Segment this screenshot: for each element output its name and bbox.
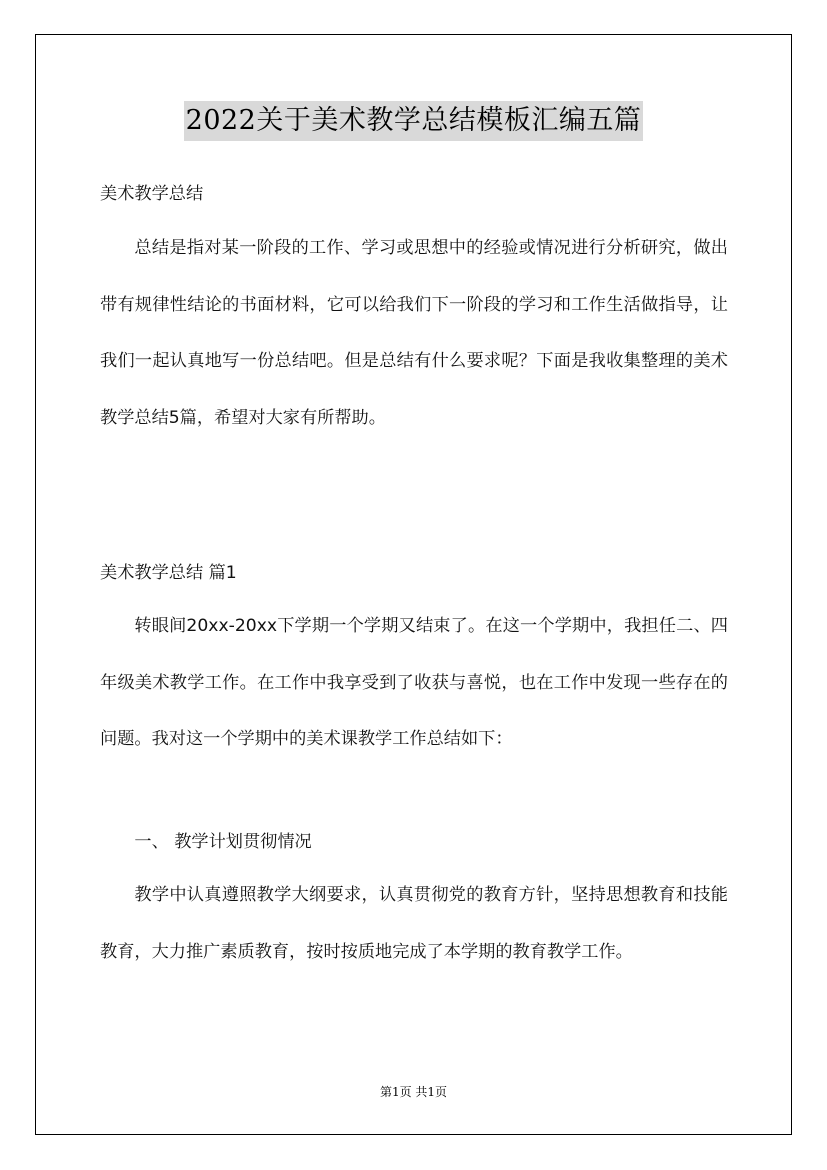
title-container xyxy=(0,101,827,141)
section1-paragraph-2: 教学中认真遵照教学大纲要求，认真贯彻党的教育方针，坚持思想教育和技能教育，大力推广素质教育，按时按质地完成了本学期的教育教学工作。 xyxy=(100,885,728,962)
section1-subheading: 一、 教学计划贯彻情况 xyxy=(134,832,312,852)
section1-paragraph-1: 转眼间20xx-20xx下学期一个学期又结束了。在这一个学期中，我担任二、四年级美术教学工作。在工作中我享受到了收获与喜悦，也在工作中发现一些存在的问题。我对这一个学期中的美术课教学工作总结如下： xyxy=(100,616,728,749)
intro-heading: 美术教学总结 xyxy=(100,184,204,204)
document-title: 2022关于美术教学总结模板汇编五篇 xyxy=(184,101,644,141)
page-footer: 第1页 共1页 xyxy=(379,1085,448,1099)
intro-paragraph: 总结是指对某一阶段的工作、学习或思想中的经验或情况进行分析研究，做出带有规律性结论的书面材料，它可以给我们下一阶段的学习和工作生活做指导，让我们一起认真地写一份总结吧。但是总结有什么要求呢？下面是我收集整理的美术教学总结5篇，希望对大家有所帮助。 xyxy=(100,238,728,428)
section1-heading: 美术教学总结 篇1 xyxy=(100,563,237,583)
